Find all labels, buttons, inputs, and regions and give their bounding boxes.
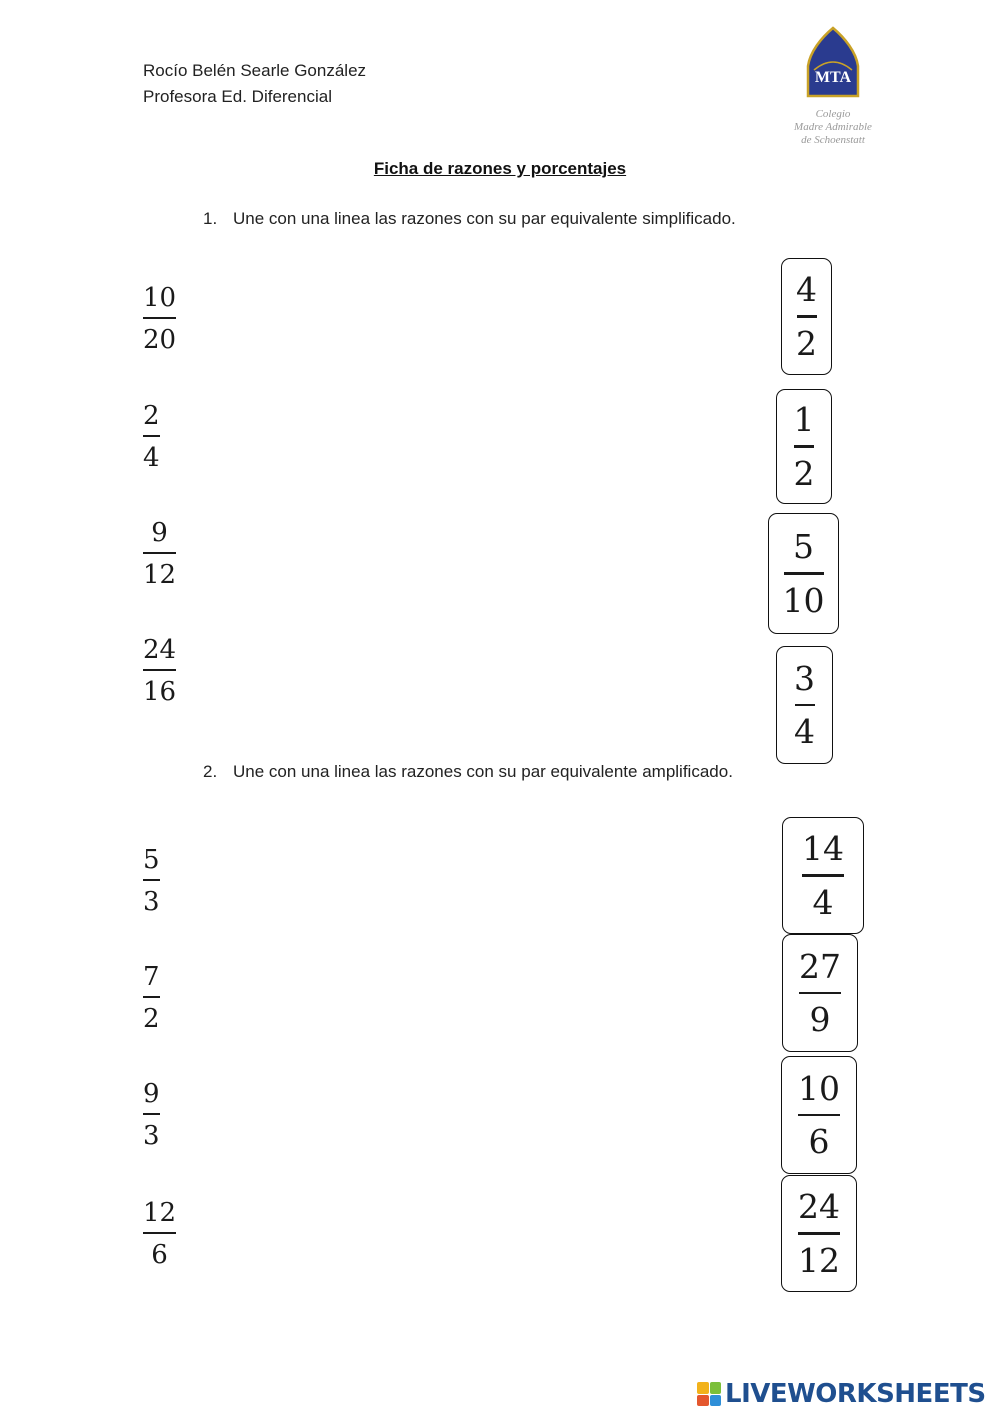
- numerator: 3: [794, 658, 815, 698]
- ratio-left-1-4[interactable]: [143, 637, 176, 705]
- ratio-left-1-1[interactable]: [143, 285, 176, 353]
- fraction-bar: [143, 996, 160, 998]
- denominator: 4: [812, 882, 834, 922]
- fraction-bar: [802, 874, 844, 877]
- denominator: 4: [143, 443, 160, 473]
- fraction-bar: [799, 992, 841, 995]
- logo-monogram: MTA: [814, 69, 852, 86]
- ratio-left-2-1[interactable]: [143, 847, 160, 915]
- logo-caption-line: Madre Admirable: [794, 121, 872, 133]
- ratio-left-2-2[interactable]: [143, 964, 160, 1032]
- fraction-bar: [143, 317, 176, 319]
- page-title: Ficha de razones y porcentajes: [373, 159, 627, 178]
- denominator: 2: [796, 323, 817, 363]
- fraction-bar: [143, 435, 160, 437]
- ratio-box-2-1[interactable]: [782, 817, 864, 934]
- numerator: 5: [143, 845, 160, 875]
- instruction-text: Une con una linea las razones con su par equivalente amplificado.: [233, 762, 733, 781]
- numerator: 7: [143, 962, 160, 992]
- denominator: 12: [143, 560, 177, 590]
- liveworksheets-brand: [697, 1378, 986, 1410]
- author-role: Profesora Ed. Diferencial: [143, 87, 332, 106]
- numerator: 9: [151, 518, 168, 548]
- denominator: 3: [143, 887, 160, 917]
- instruction-1: [203, 209, 736, 229]
- fraction-bar: [143, 879, 160, 881]
- numerator: 27: [799, 946, 841, 986]
- instruction-text: Une con una linea las razones con su par equivalente simplificado.: [233, 209, 736, 228]
- denominator: 2: [793, 453, 815, 493]
- denominator: 3: [143, 1121, 160, 1151]
- ratio-left-2-4[interactable]: [143, 1200, 176, 1268]
- author-name: Rocío Belén Searle González: [143, 61, 367, 80]
- numerator: 12: [143, 1198, 177, 1228]
- logo-caption-line: de Schoenstatt: [801, 134, 865, 146]
- numerator: 14: [802, 829, 844, 869]
- fraction-bar: [798, 1114, 840, 1117]
- fraction-bar: [794, 445, 814, 448]
- logo-tile: [697, 1382, 709, 1394]
- numerator: 10: [143, 283, 177, 313]
- denominator: 10: [782, 580, 825, 620]
- numerator: 24: [143, 635, 177, 665]
- ratio-box-1-3[interactable]: [768, 513, 839, 634]
- logo-tile: [710, 1395, 722, 1407]
- fraction-bar: [797, 315, 817, 318]
- numerator: 5: [793, 527, 814, 567]
- fraction-bar: [798, 1232, 840, 1235]
- denominator: 20: [143, 325, 177, 355]
- liveworksheets-logo-icon: [697, 1382, 721, 1406]
- ratio-left-2-3[interactable]: [143, 1081, 160, 1149]
- ratio-left-1-2[interactable]: [143, 403, 160, 471]
- ratio-box-2-2[interactable]: [782, 934, 858, 1052]
- numerator: 1: [793, 400, 815, 440]
- denominator: 2: [143, 1004, 160, 1034]
- logo-tile: [710, 1382, 722, 1394]
- fraction-bar: [143, 669, 176, 671]
- ratio-box-1-1[interactable]: [781, 258, 832, 375]
- logo-tile: [697, 1395, 709, 1407]
- brand-text: LIVEWORKSHEETS: [725, 1379, 986, 1409]
- denominator: 9: [809, 1000, 831, 1040]
- fraction-bar: [143, 1232, 176, 1234]
- ratio-box-2-3[interactable]: [781, 1056, 857, 1174]
- numerator: 2: [143, 401, 160, 431]
- ratio-box-1-2[interactable]: [776, 389, 832, 504]
- fraction-bar: [143, 1113, 160, 1115]
- denominator: 6: [808, 1122, 830, 1162]
- numerator: 9: [143, 1079, 160, 1109]
- ratio-box-1-4[interactable]: [776, 646, 833, 764]
- denominator: 4: [794, 712, 815, 752]
- instruction-number: 1.: [203, 209, 218, 228]
- ratio-left-1-3[interactable]: [143, 520, 176, 588]
- numerator: 10: [798, 1068, 840, 1108]
- fraction-bar: [795, 704, 815, 707]
- fraction-bar: [784, 572, 824, 575]
- denominator: 12: [798, 1240, 840, 1280]
- numerator: 24: [798, 1187, 840, 1227]
- ratio-box-2-4[interactable]: [781, 1175, 857, 1292]
- denominator: 6: [151, 1240, 168, 1270]
- numerator: 4: [796, 270, 817, 310]
- fraction-bar: [143, 552, 176, 554]
- logo-caption-line: Colegio: [815, 108, 851, 120]
- instruction-2: [203, 762, 733, 782]
- instruction-number: 2.: [203, 762, 218, 781]
- denominator: 16: [143, 677, 177, 707]
